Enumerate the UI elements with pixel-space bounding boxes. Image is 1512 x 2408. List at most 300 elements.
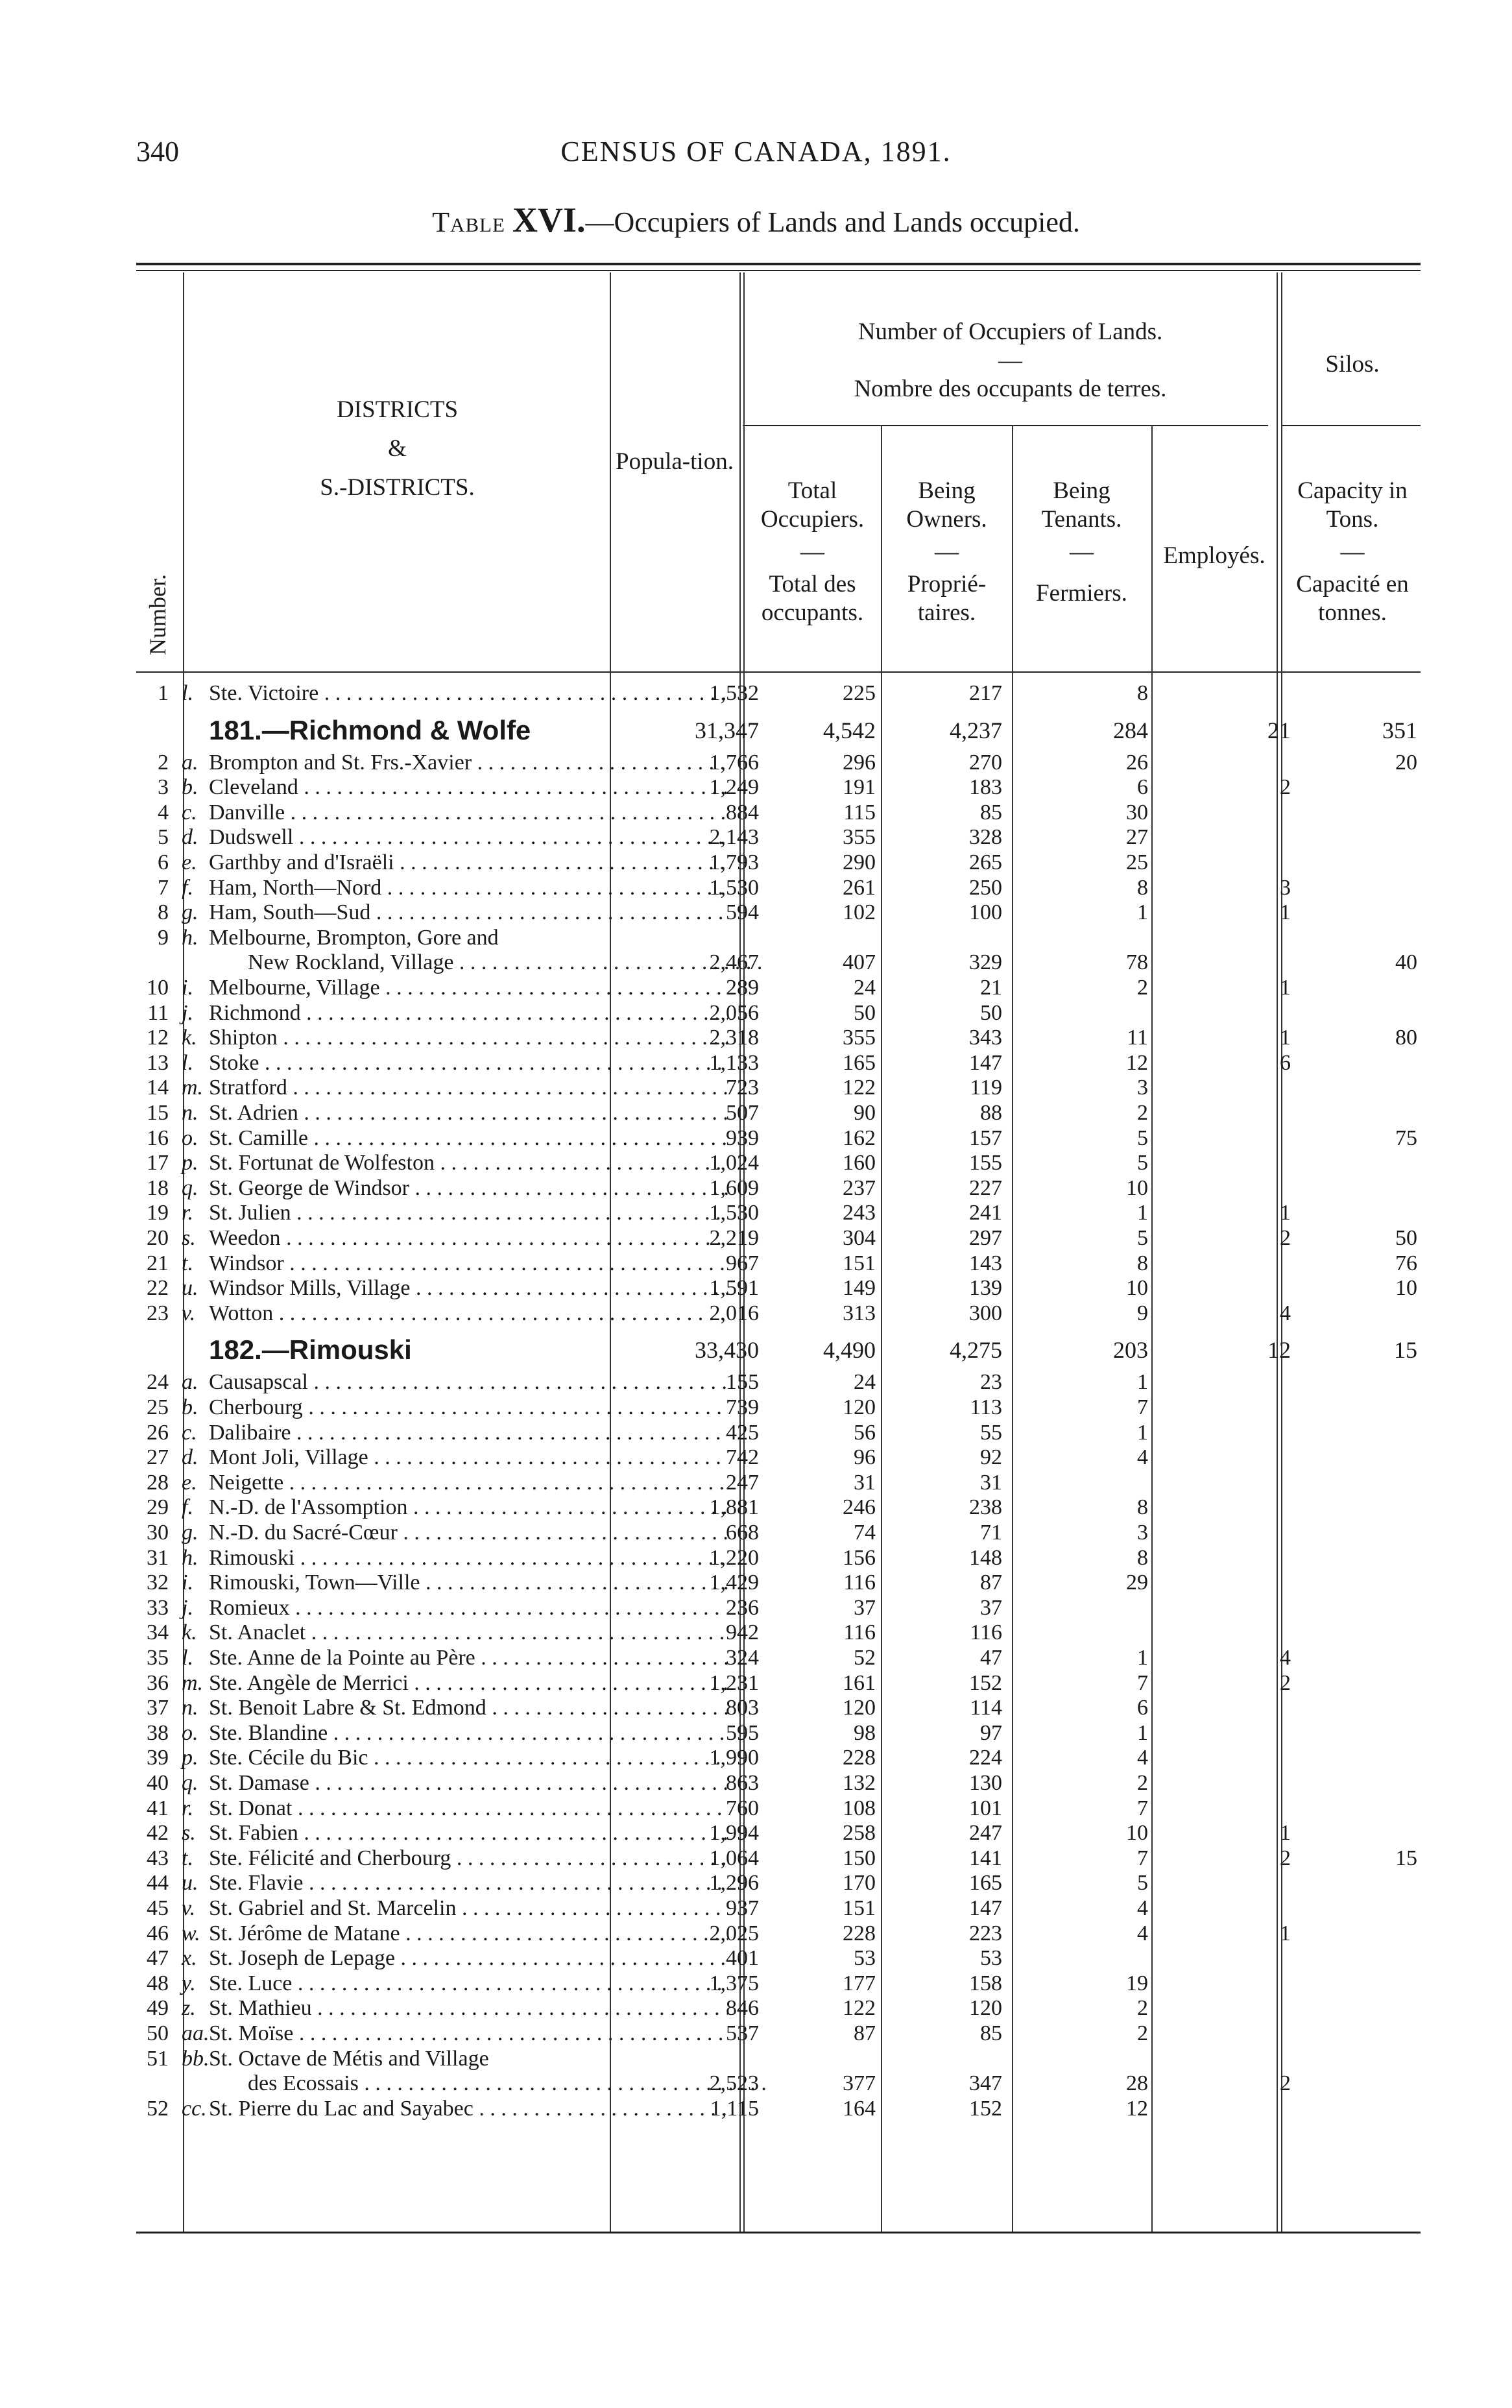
row-number: 44	[147, 1871, 169, 1896]
tenants-cell: 8	[1137, 1545, 1148, 1570]
owners-cell: 87	[980, 1571, 1002, 1595]
population-cell: 1,530	[709, 1201, 759, 1225]
total-occupiers-cell: 24	[854, 976, 876, 1000]
owners-cell: 130	[969, 1771, 1002, 1795]
owners-cell: 347	[969, 2071, 1002, 2096]
row-letter: z.	[182, 1996, 196, 2021]
header-districts-line1: DISTRICTS	[336, 396, 459, 423]
owners-cell: 152	[969, 2096, 1002, 2121]
district-row	[130, 1334, 1421, 1366]
header-total-fr: Total des occupants.	[761, 571, 864, 626]
row-number: 49	[147, 1996, 169, 2021]
total-occupiers-cell: 162	[843, 1126, 876, 1150]
row-name: Cherbourg . . .	[209, 1395, 728, 1420]
tenants-cell: 4	[1137, 1746, 1148, 1770]
row-letter: e.	[182, 1470, 197, 1495]
owners-cell: 85	[980, 800, 1002, 825]
tenants-cell: 284	[1113, 717, 1148, 743]
total-occupiers-cell: 161	[843, 1670, 876, 1695]
row-number: 27	[147, 1445, 169, 1470]
owners-cell: 223	[969, 1921, 1002, 1945]
row-number: 11	[147, 1000, 169, 1025]
row-name: Ham, South—Sud . . .	[209, 900, 728, 925]
population-cell: 1,133	[709, 1050, 759, 1075]
owners-cell: 31	[980, 1470, 1002, 1495]
owners-cell: 116	[970, 1620, 1002, 1645]
row-number: 7	[158, 875, 169, 900]
population-cell: 668	[726, 1521, 759, 1545]
tenants-cell: 28	[1126, 2071, 1148, 2096]
row-number: 19	[147, 1201, 169, 1225]
row-letter: c.	[182, 1420, 197, 1445]
row-number: 26	[147, 1420, 169, 1445]
running-head: CENSUS OF CANADA, 1891.	[560, 136, 952, 167]
table-row	[130, 1746, 1421, 1770]
row-number: 28	[147, 1470, 169, 1495]
row-letter: a.	[182, 1370, 198, 1395]
table-label: Table	[432, 206, 505, 238]
owners-cell: 143	[969, 1251, 1002, 1275]
row-number: 13	[147, 1050, 169, 1075]
table-number: XVI.	[512, 200, 586, 239]
owners-cell: 101	[969, 1796, 1002, 1820]
population-cell: 2,523	[709, 2071, 759, 2096]
owners-cell: 297	[969, 1226, 1002, 1250]
population-cell: 1,064	[709, 1846, 759, 1870]
row-name: St. Donat . . .	[209, 1796, 728, 1821]
tenants-cell: 4	[1137, 1445, 1148, 1470]
row-number: 8	[158, 900, 169, 925]
table-row	[130, 1771, 1421, 1796]
row-number: 2	[158, 750, 169, 775]
tenants-cell: 2	[1137, 1996, 1148, 2021]
row-number: 42	[147, 1821, 169, 1846]
total-occupiers-cell: 160	[843, 1151, 876, 1175]
row-letter: b.	[182, 775, 198, 800]
total-occupiers-cell: 102	[843, 900, 876, 925]
tenants-cell: 1	[1137, 1370, 1148, 1395]
owners-cell: 21	[980, 976, 1002, 1000]
row-name: Rimouski, Town—Ville . . .	[209, 1571, 728, 1595]
row-letter: p.	[182, 1151, 198, 1175]
tenants-cell: 19	[1126, 1971, 1148, 1995]
population-cell: 1,530	[709, 875, 759, 900]
population-cell: 1,766	[709, 750, 759, 775]
population-cell: 425	[726, 1420, 759, 1445]
population-cell: 537	[726, 2021, 759, 2045]
table-row	[130, 1721, 1421, 1746]
total-occupiers-cell: 246	[843, 1495, 876, 1520]
total-occupiers-cell: 237	[843, 1175, 876, 1200]
row-letter: l.	[182, 1646, 193, 1670]
total-occupiers-cell: 170	[843, 1871, 876, 1896]
row-number: 41	[147, 1796, 169, 1820]
row-name: des Ecossais . . .	[209, 2071, 767, 2096]
header-tenants-dash: —	[1070, 538, 1094, 565]
table-row	[130, 1971, 1421, 1996]
table-row	[130, 751, 1421, 775]
row-number: 46	[147, 1921, 169, 1945]
row-letter: h.	[182, 1545, 198, 1570]
population-cell: 937	[726, 1896, 759, 1920]
total-occupiers-cell: 52	[854, 1646, 876, 1670]
row-number: 29	[147, 1495, 169, 1520]
owners-cell: 247	[969, 1821, 1002, 1846]
table-row	[130, 1301, 1421, 1326]
row-letter: k.	[182, 1026, 197, 1050]
row-letter: cc.	[182, 2096, 207, 2121]
total-occupiers-cell: 228	[843, 1921, 876, 1945]
population-cell: 324	[726, 1646, 759, 1670]
header-owners-en: Being Owners.	[906, 477, 987, 533]
row-letter: q.	[182, 1175, 198, 1200]
total-occupiers-cell: 355	[843, 1026, 876, 1050]
row-name: St. Adrien . . .	[209, 1101, 728, 1126]
table-row	[130, 1596, 1421, 1620]
row-name: Causapscal . . .	[209, 1370, 728, 1395]
owners-cell: 329	[969, 950, 1002, 975]
population-cell: 1,591	[709, 1276, 759, 1301]
row-letter: f.	[182, 875, 193, 900]
employes-cell: 1	[1280, 1026, 1291, 1050]
owners-cell: 55	[980, 1420, 1002, 1445]
owners-cell: 217	[969, 681, 1002, 705]
population-cell: 723	[726, 1076, 759, 1100]
total-occupiers-cell: 4,490	[823, 1337, 876, 1364]
header-occupiers-group	[746, 318, 1275, 403]
tenants-cell: 1	[1137, 1720, 1148, 1745]
total-occupiers-cell: 191	[843, 775, 876, 800]
row-letter: aa.	[182, 2021, 210, 2045]
employes-cell: 4	[1280, 1646, 1291, 1670]
table-row	[130, 1495, 1421, 1520]
row-letter: m.	[182, 1670, 204, 1695]
tenants-cell: 11	[1127, 1026, 1148, 1050]
population-cell: 2,467	[709, 950, 759, 975]
total-occupiers-cell: 31	[854, 1470, 876, 1495]
employes-cell: 2	[1280, 2071, 1291, 2096]
row-name: Richmond . . .	[209, 1001, 728, 1026]
row-letter: p.	[182, 1746, 198, 1770]
row-letter: f.	[182, 1495, 193, 1520]
total-occupiers-cell: 177	[843, 1971, 876, 1995]
owners-cell: 241	[969, 1201, 1002, 1225]
page-number: 340	[136, 136, 179, 167]
capacity-cell: 10	[1395, 1276, 1417, 1301]
table-row	[130, 1996, 1421, 2021]
row-name: 181.—Richmond & Wolfe	[209, 714, 531, 745]
row-name: Windsor . . .	[209, 1251, 728, 1276]
population-cell: 863	[726, 1771, 759, 1795]
tenants-cell: 9	[1137, 1301, 1148, 1325]
table-row	[130, 681, 1421, 706]
total-occupiers-cell: 164	[843, 2096, 876, 2121]
row-name: Wotton . . .	[209, 1301, 728, 1326]
row-name: St. George de Windsor . . .	[209, 1176, 728, 1201]
row-number: 40	[147, 1771, 169, 1795]
row-letter: m.	[182, 1076, 204, 1100]
total-occupiers-cell: 165	[843, 1050, 876, 1075]
table-row	[130, 1251, 1421, 1276]
row-number: 30	[147, 1521, 169, 1545]
employes-cell: 1	[1280, 1821, 1291, 1846]
row-name: Ste. Anne de la Pointe au Père . . .	[209, 1646, 728, 1670]
tenants-cell: 30	[1126, 800, 1148, 825]
employes-cell: 2	[1280, 1670, 1291, 1695]
population-cell: 2,143	[709, 825, 759, 850]
row-name: St. Julien . . .	[209, 1201, 728, 1225]
table-row	[130, 950, 1421, 975]
total-occupiers-cell: 116	[843, 1571, 876, 1595]
header-population: Popula-tion.	[616, 448, 734, 475]
row-number: 10	[147, 976, 169, 1000]
row-name: St. Pierre du Lac and Sayabec . . .	[209, 2097, 728, 2121]
row-number: 36	[147, 1670, 169, 1695]
employes-cell: 6	[1280, 1050, 1291, 1075]
tenants-cell: 10	[1126, 1276, 1148, 1301]
capacity-cell: 20	[1395, 750, 1417, 775]
total-occupiers-cell: 96	[854, 1445, 876, 1470]
population-cell: 2,016	[709, 1301, 759, 1325]
population-cell: 1,024	[709, 1151, 759, 1175]
owners-cell: 165	[969, 1871, 1002, 1896]
owners-cell: 37	[980, 1595, 1002, 1620]
table-row	[130, 1671, 1421, 1696]
header-total	[746, 477, 879, 627]
tenants-cell: 7	[1137, 1796, 1148, 1820]
employes-cell: 1	[1280, 900, 1291, 925]
tenants-cell: 3	[1137, 1076, 1148, 1100]
row-number: 20	[147, 1226, 169, 1250]
tenants-cell: 1	[1137, 900, 1148, 925]
row-name: St. Joseph de Lepage . . .	[209, 1946, 728, 1971]
owners-cell: 100	[969, 900, 1002, 925]
row-name: St. Camille . . .	[209, 1126, 728, 1151]
capacity-cell: 351	[1382, 717, 1417, 743]
row-letter: r.	[182, 1796, 193, 1820]
population-cell: 803	[726, 1696, 759, 1720]
table-row	[130, 1571, 1421, 1595]
row-name: New Rockland, Village . . .	[209, 950, 767, 975]
table-title	[0, 200, 1512, 240]
table-row	[130, 850, 1421, 875]
row-number: 33	[147, 1595, 169, 1620]
table-row	[130, 1051, 1421, 1076]
header-occupiers-en: Number of Occupiers of Lands.	[858, 319, 1163, 345]
table-row	[130, 1001, 1421, 1026]
header-occupiers-dash: —	[998, 347, 1022, 374]
row-letter: d.	[182, 1445, 198, 1470]
row-name: St. Anaclet . . .	[209, 1620, 728, 1645]
row-number: 47	[147, 1946, 169, 1971]
row-name: Dalibaire . . .	[209, 1421, 728, 1445]
employes-cell: 21	[1267, 717, 1291, 743]
header-total-en: Total Occupiers.	[760, 477, 865, 533]
table-row	[130, 1370, 1421, 1395]
row-name: N.-D. de l'Assomption . . .	[209, 1495, 728, 1520]
row-letter: d.	[182, 825, 198, 850]
row-letter: c.	[182, 800, 197, 825]
total-occupiers-cell: 108	[843, 1796, 876, 1820]
owners-cell: 158	[969, 1971, 1002, 1995]
row-name: Shipton . . .	[209, 1026, 728, 1050]
total-occupiers-cell: 313	[843, 1301, 876, 1325]
tenants-cell: 6	[1137, 1696, 1148, 1720]
owners-cell: 157	[969, 1126, 1002, 1150]
header-owners	[883, 477, 1010, 627]
tenants-cell: 8	[1137, 1495, 1148, 1520]
tenants-cell: 2	[1137, 2021, 1148, 2045]
table-row	[130, 1821, 1421, 1846]
row-number: 4	[158, 800, 169, 825]
population-cell: 1,994	[709, 1821, 759, 1846]
row-number: 37	[147, 1696, 169, 1720]
total-occupiers-cell: 24	[854, 1370, 876, 1395]
owners-cell: 328	[969, 825, 1002, 850]
row-number: 3	[158, 775, 169, 800]
row-name: St. Moïse . . .	[209, 2021, 728, 2046]
total-occupiers-cell: 151	[843, 1896, 876, 1920]
employes-cell: 2	[1280, 775, 1291, 800]
row-name: Garthby and d'Israëli . . .	[209, 850, 728, 875]
total-occupiers-cell: 116	[843, 1620, 876, 1645]
table-row	[130, 976, 1421, 1000]
row-letter: bb.	[182, 2046, 210, 2071]
top-rule-thin	[136, 270, 1421, 271]
row-name: St. Damase . . .	[209, 1771, 728, 1796]
table-row	[130, 1620, 1421, 1645]
table-row	[130, 2021, 1421, 2046]
population-cell: 401	[726, 1946, 759, 1971]
row-name: Weedon . . .	[209, 1226, 728, 1251]
table-row	[130, 1846, 1421, 1871]
total-occupiers-cell: 87	[854, 2021, 876, 2045]
population-cell: 289	[726, 976, 759, 1000]
table-row	[130, 1921, 1421, 1946]
total-occupiers-cell: 228	[843, 1746, 876, 1770]
row-number: 39	[147, 1746, 169, 1770]
table-row	[130, 1946, 1421, 1971]
bottom-rule	[136, 2232, 1421, 2233]
row-letter: t.	[182, 1846, 193, 1870]
row-name: Cleveland . . .	[209, 775, 728, 800]
table-row	[130, 900, 1421, 925]
tenants-cell: 4	[1137, 1896, 1148, 1920]
row-letter: o.	[182, 1720, 198, 1745]
total-occupiers-cell: 149	[843, 1276, 876, 1301]
total-occupiers-cell: 151	[843, 1251, 876, 1275]
header-number: Number.	[145, 574, 171, 655]
row-name: Neigette . . .	[209, 1471, 728, 1495]
total-occupiers-cell: 290	[843, 850, 876, 874]
row-letter: t.	[182, 1251, 193, 1275]
population-cell: 1,249	[709, 775, 759, 800]
owners-cell: 343	[969, 1026, 1002, 1050]
row-name: Danville . . .	[209, 801, 728, 825]
capacity-cell: 76	[1395, 1251, 1417, 1275]
owners-cell: 224	[969, 1746, 1002, 1770]
row-number: 17	[147, 1151, 169, 1175]
employes-cell: 2	[1280, 1846, 1291, 1870]
total-occupiers-cell: 296	[843, 750, 876, 775]
row-name: Dudswell . . .	[209, 825, 728, 850]
header-capacity-en: Capacity in Tons.	[1297, 477, 1408, 533]
row-number: 15	[147, 1101, 169, 1125]
population-cell: 846	[726, 1996, 759, 2021]
employes-cell: 1	[1280, 1201, 1291, 1225]
owners-cell: 71	[980, 1521, 1002, 1545]
population-cell: 742	[726, 1445, 759, 1470]
row-number: 22	[147, 1276, 169, 1301]
row-name: Stoke . . .	[209, 1051, 728, 1076]
total-occupiers-cell: 304	[843, 1226, 876, 1250]
row-name: Stratford . . .	[209, 1076, 728, 1100]
header-districts	[188, 396, 606, 502]
owners-cell: 114	[970, 1696, 1002, 1720]
tenants-cell: 78	[1126, 950, 1148, 975]
owners-cell: 148	[969, 1545, 1002, 1570]
row-name: Ste. Victoire . . .	[209, 681, 728, 706]
row-letter: u.	[182, 1276, 198, 1301]
row-number: 50	[147, 2021, 169, 2045]
table-row	[130, 876, 1421, 900]
row-letter: i.	[182, 1571, 193, 1595]
owners-cell: 265	[969, 850, 1002, 874]
total-occupiers-cell: 37	[854, 1595, 876, 1620]
population-cell: 1,532	[709, 681, 759, 705]
row-number: 43	[147, 1846, 169, 1870]
row-number: 34	[147, 1620, 169, 1645]
capacity-cell: 15	[1394, 1337, 1417, 1364]
tenants-cell: 1	[1137, 1646, 1148, 1670]
table-row	[130, 1421, 1421, 1445]
total-occupiers-cell: 150	[843, 1846, 876, 1870]
row-name: St. Jérôme de Matane . . .	[209, 1921, 728, 1946]
tenants-cell: 12	[1126, 1050, 1148, 1075]
capacity-cell: 15	[1395, 1846, 1417, 1870]
row-number: 18	[147, 1175, 169, 1200]
header-employes: Employés.	[1163, 542, 1266, 569]
row-letter: n.	[182, 1696, 198, 1720]
table-row	[130, 1101, 1421, 1126]
capacity-cell: 50	[1395, 1226, 1417, 1250]
header-bottom-rule	[136, 671, 1421, 673]
tenants-cell: 26	[1126, 750, 1148, 775]
owners-cell: 4,275	[950, 1337, 1002, 1364]
row-letter: v.	[182, 1301, 196, 1325]
row-letter: x.	[182, 1946, 197, 1971]
total-occupiers-cell: 98	[854, 1720, 876, 1745]
owners-cell: 97	[980, 1720, 1002, 1745]
population-cell: 942	[726, 1620, 759, 1645]
employes-cell: 3	[1280, 875, 1291, 900]
top-rule-thick	[136, 263, 1421, 265]
tenants-cell: 5	[1137, 1226, 1148, 1250]
tenants-cell: 3	[1137, 1521, 1148, 1545]
header-districts-line2: S.-DISTRICTS.	[320, 474, 475, 501]
table-row	[130, 2047, 1421, 2071]
row-letter: i.	[182, 976, 193, 1000]
tenants-cell: 7	[1137, 1670, 1148, 1695]
row-number: 48	[147, 1971, 169, 1995]
table-row	[130, 1871, 1421, 1896]
tenants-cell: 8	[1137, 875, 1148, 900]
row-letter: y.	[182, 1971, 196, 1995]
population-cell: 31,347	[695, 717, 759, 743]
row-number: 5	[158, 825, 169, 850]
row-letter: n.	[182, 1101, 198, 1125]
row-letter: q.	[182, 1771, 198, 1795]
